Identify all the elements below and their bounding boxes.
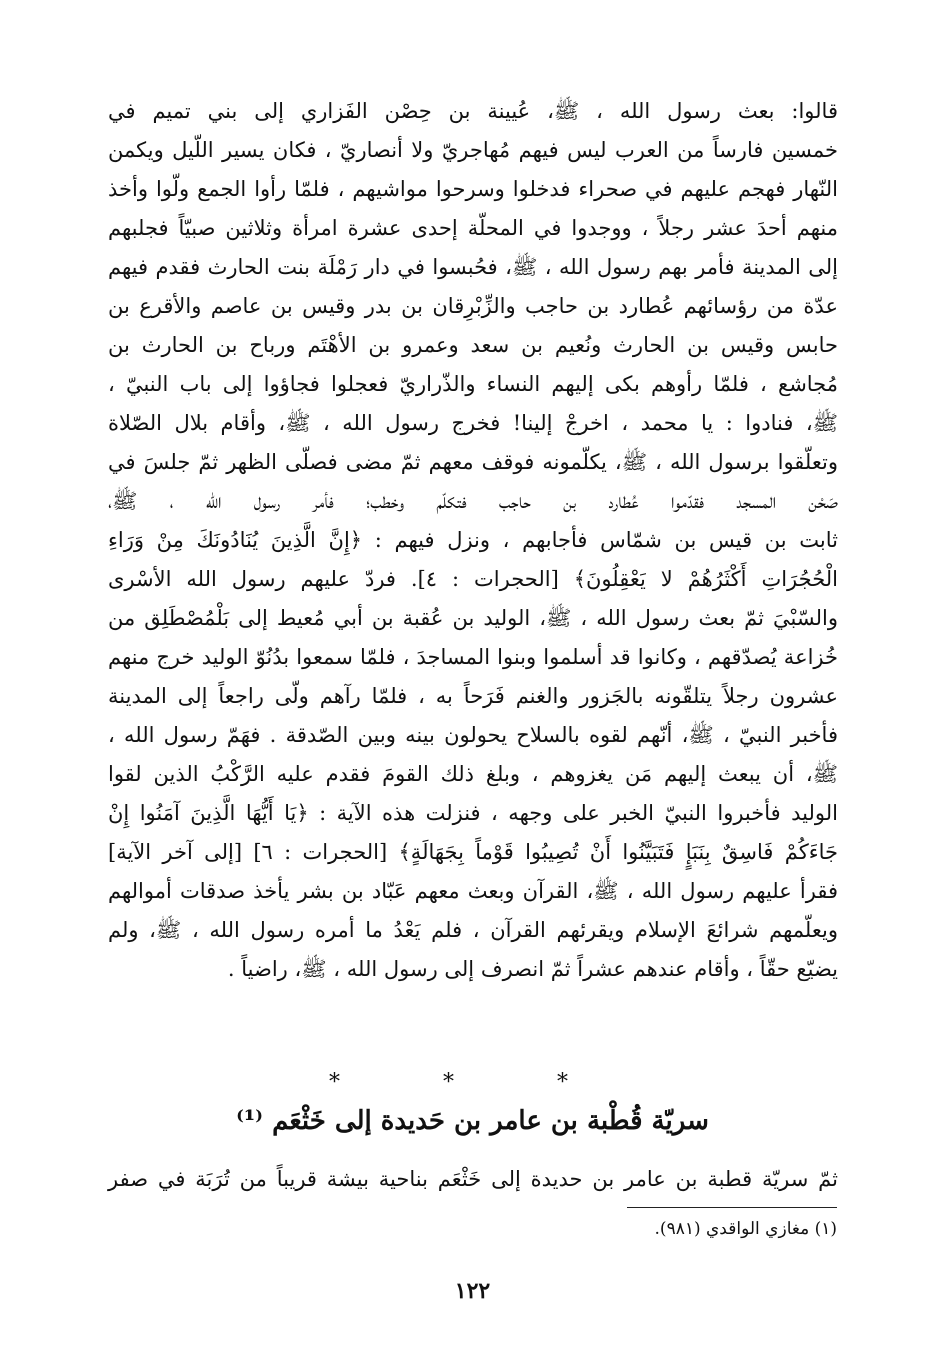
text-line: مُجاشع ، فلمّا رأوهم بكى إليهم النساء والذّراريّ فعجلوا فجاؤوا إلى باب النبيّ ، xyxy=(108,372,838,396)
text-line: ﷺ، أن يبعث إليهم مَن يغزوهم ، وبلغ ذلك القومَ فقدم عليه الرَّكْبُ الذين لقوا xyxy=(108,762,838,786)
text-line: خمسين فارساً من العرب ليس فيهم مُهاجريّ ولا أنصاريّ ، فكان يسير اللّيل ويكمن xyxy=(108,138,838,162)
text-line: منهم أحدَ عشر رجلاً ، ووجدوا في المحلّة إحدى عشرة امرأة وثلاثين صبيّاً فجلبهم xyxy=(108,216,838,240)
text-line: وتعلّقوا برسول الله ، ﷺ، يكلّمونه فوقف معهم ثمّ مضى فصلّى الظهر ثمّ جلسَ في xyxy=(108,450,838,474)
text-line: جَاءَكُمْ فَاسِقٌ بِنَبَإٍ فَتَبَيَّنُوا أَنْ تُصِيبُوا قَوْماً بِجَهَالَةٍ﴾ [الحجرات : ٦] [إلى آخر الآية] xyxy=(108,840,838,864)
main-text-block xyxy=(108,92,838,989)
text-line: ويعلّمهم شرائعَ الإسلام ويقرئهم القرآن ، فلم يَعْدُ ما أمره رسول الله ، ﷺ، ولم xyxy=(108,918,838,942)
text-line: إلى المدينة فأمر بهم رسول الله ، ﷺ، فحُبسوا في دار رَمْلَة بنت الحارث فقدم فيهم xyxy=(108,255,838,279)
footnote: (١) مغازي الواقدي (٩٨١). xyxy=(654,1219,837,1239)
text-line: الْحُجُرَاتِ أَكْثَرُهُمْ لا يَعْقِلُونَ﴾ [الحجرات : ٤]. فردّ عليهم رسول الله الأسْرى xyxy=(108,567,838,591)
text-line: عشرون رجلاً يتلقّونه بالجَزور والغنم فَرَحاً به ، فلمّا رآهم ولّى راجعاً إلى المدينة xyxy=(108,684,838,708)
text-line: ﷺ، فنادوا : يا محمد ، اخرجْ إلينا! فخرج رسول الله ، ﷺ، وأقام بلال الصّلاة xyxy=(108,411,838,435)
section-heading: سريّة قُطْبة بن عامر بن حَديدة إلى خَثْعَم ⁽¹⁾ xyxy=(236,1106,709,1136)
text-line: حابس وقيس بن الحارث ونُعيم بن سعد وعمرو بن الأهْتَم ورباح بن الحارث بن xyxy=(108,333,838,357)
text-line: ثابت بن قيس بن شمّاس فأجابهم ، ونزل فيهم : ﴿إِنَّ الَّذِينَ يُنَادُونَكَ مِنْ وَرَاءِ xyxy=(108,528,838,552)
text-line: والسّبْيَ ثمّ بعث رسول الله ، ﷺ، الوليد بن عُقبة بن أبي مُعيط إلى بَلْمُصْطَلِق من xyxy=(108,606,838,630)
text-line: عدّة من رؤسائهم عُطارد بن حاجب والزِّبْرِقان بن بدر وقيس بن عاصم والأقرع بن xyxy=(108,294,838,318)
text-line: خُزاعة يُصدّقهم ، وكانوا قد أسلموا وبنوا المساجدَ ، فلمّا سمعوا بدُنُوّ الوليد خرج منهم xyxy=(108,645,838,669)
text-line: فأخبر النبيّ ، ﷺ، أنّهم لقوه بالسلاح يحولون بينه وبين الصّدقة . فهَمّ رسول الله ، xyxy=(108,723,838,747)
text-line: الوليد فأخبروا النبيّ الخبر على وجهه ، فنزلت هذه الآية : ﴿يَا أَيُّهَا الَّذِينَ آمَنُوا إِنْ xyxy=(108,801,838,825)
text-line: يضيّع حقّاً ، وأقام عندهم عشراً ثمّ انصرف إلى رسول الله ، ﷺ، راضياً . xyxy=(227,957,838,981)
text-line: قالوا: بعث رسول الله ، ﷺ، عُيينة بن حِصْن الفَزاري إلى بني تميم في xyxy=(108,99,838,123)
text-line: صَحْن المسجد فقدّموا عُطارد بن حاجب فتكلّم وخطب؛ فأمر رسول الله ، ﷺ، xyxy=(108,489,838,513)
section-first-line: ثمّ سريّة قطبة بن عامر بن حديدة إلى خَثْعَم بناحية بيشة قريباً من تُرَبَة في صفر xyxy=(108,1167,838,1191)
section-separator: * * * xyxy=(329,1070,616,1095)
page-number: ١٢٢ xyxy=(454,1278,491,1304)
text-line: النّهار فهجم عليهم في صحراء فدخلوا وسرحوا مواشيهم ، فلمّا رأوا الجمع ولّوا وأخذ xyxy=(108,177,838,201)
footnote-divider xyxy=(627,1207,837,1208)
text-line: فقرأ عليهم رسول الله ، ﷺ، القرآن وبعث معهم عَبّاد بن بشر يأخذ صدقات أموالهم xyxy=(108,879,838,903)
